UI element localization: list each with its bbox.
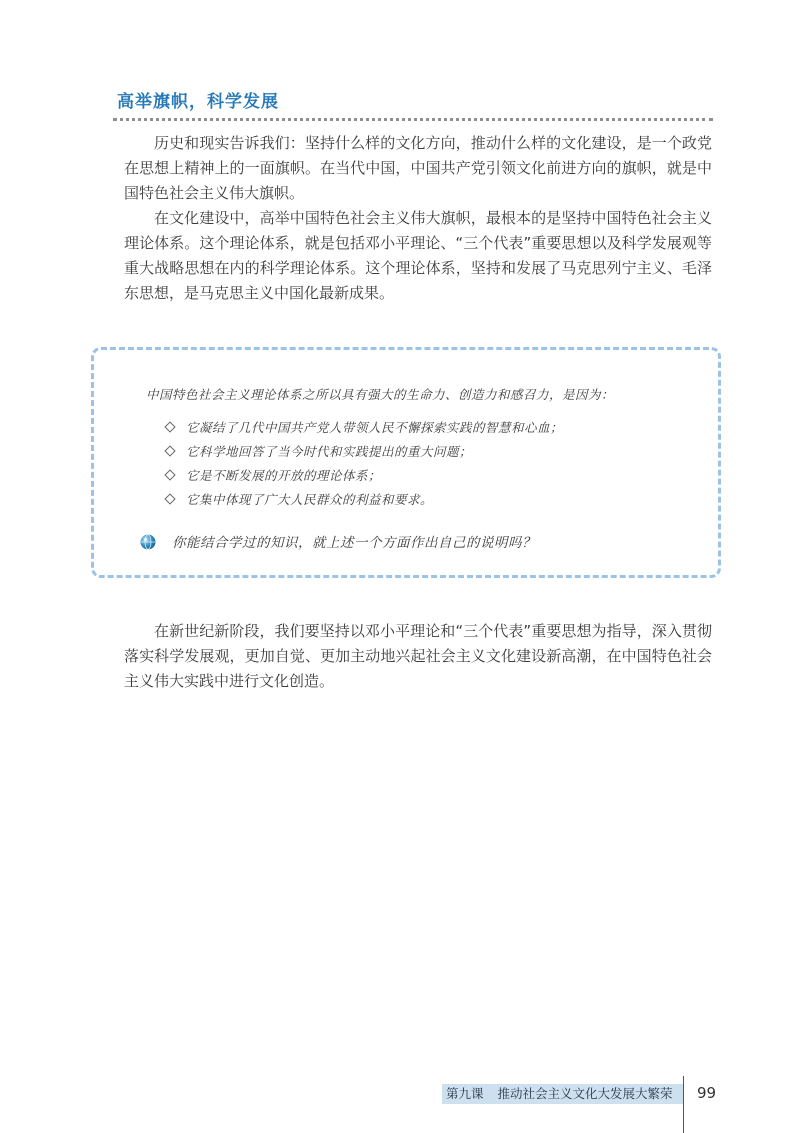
diamond-bullet-icon	[164, 445, 175, 456]
paragraph: 在文化建设中，高举中国特色社会主义伟大旗帜，最根本的是坚持中国特色社会主义理论体系。这个理论体系，就是包括邓小平理论、“三个代表”重要思想以及科学发展观等重大战略思想在内的科学理论体系。这个理论体系，坚持和发展了马克思列宁主义、毛泽东思想，是马克思主义中国化最新成果。	[124, 209, 712, 302]
diamond-bullet-icon	[164, 421, 175, 432]
list-item	[164, 464, 704, 488]
list-item-text: 它是不断发展的开放的理论体系；	[186, 468, 382, 483]
paragraph: 在新世纪新阶段，我们要坚持以邓小平理论和“三个代表”重要思想为指导，深入贯彻落实科学发展观，更加自觉、更加主动地兴起社会主义文化建设新高潮，在中国特色社会主义伟大实践中进行文化创造。	[124, 622, 712, 690]
list-item	[164, 488, 704, 512]
list-item-text: 它集中体现了广大人民群众的利益和要求。	[186, 492, 434, 507]
paragraph: 历史和现实告诉我们：坚持什么样的文化方向，推动什么样的文化建设，是一个政党在思想上精神上的一面旗帜。在当代中国，中国共产党引领文化前进方向的旗帜，就是中国特色社会主义伟大旗帜。	[124, 134, 712, 202]
list-item-text: 它科学地回答了当今时代和实践提出的重大问题；	[186, 444, 473, 459]
question-text: 你能结合学过的知识，就上述一个方面作出自己的说明吗？	[172, 535, 536, 551]
footer-lesson-band	[442, 1084, 683, 1104]
lesson-number: 第九课	[446, 1086, 484, 1101]
closing-text-block	[124, 619, 712, 694]
list-item-text: 它凝结了几代中国共产党人带领人民不懈探索实践的智慧和心血；	[186, 420, 564, 435]
discussion-question	[140, 532, 700, 554]
page-number: 99	[697, 1084, 717, 1102]
lesson-title: 推动社会主义文化大发展大繁荣	[497, 1086, 673, 1101]
feature-box	[91, 347, 721, 578]
title-dotted-divider	[113, 118, 713, 121]
feature-box-intro: 中国特色社会主义理论体系之所以具有强大的生命力、创造力和感召力，是因为：	[146, 387, 615, 402]
footer-vertical-rule	[683, 1076, 684, 1133]
list-item	[164, 440, 704, 464]
main-text-block	[124, 131, 712, 306]
section-title: 高举旗帜，科学发展	[117, 92, 279, 112]
diamond-bullet-icon	[164, 493, 175, 504]
diamond-bullet-icon	[164, 469, 175, 480]
list-item	[164, 416, 704, 440]
globe-icon	[140, 534, 156, 550]
feature-box-list	[164, 416, 704, 512]
